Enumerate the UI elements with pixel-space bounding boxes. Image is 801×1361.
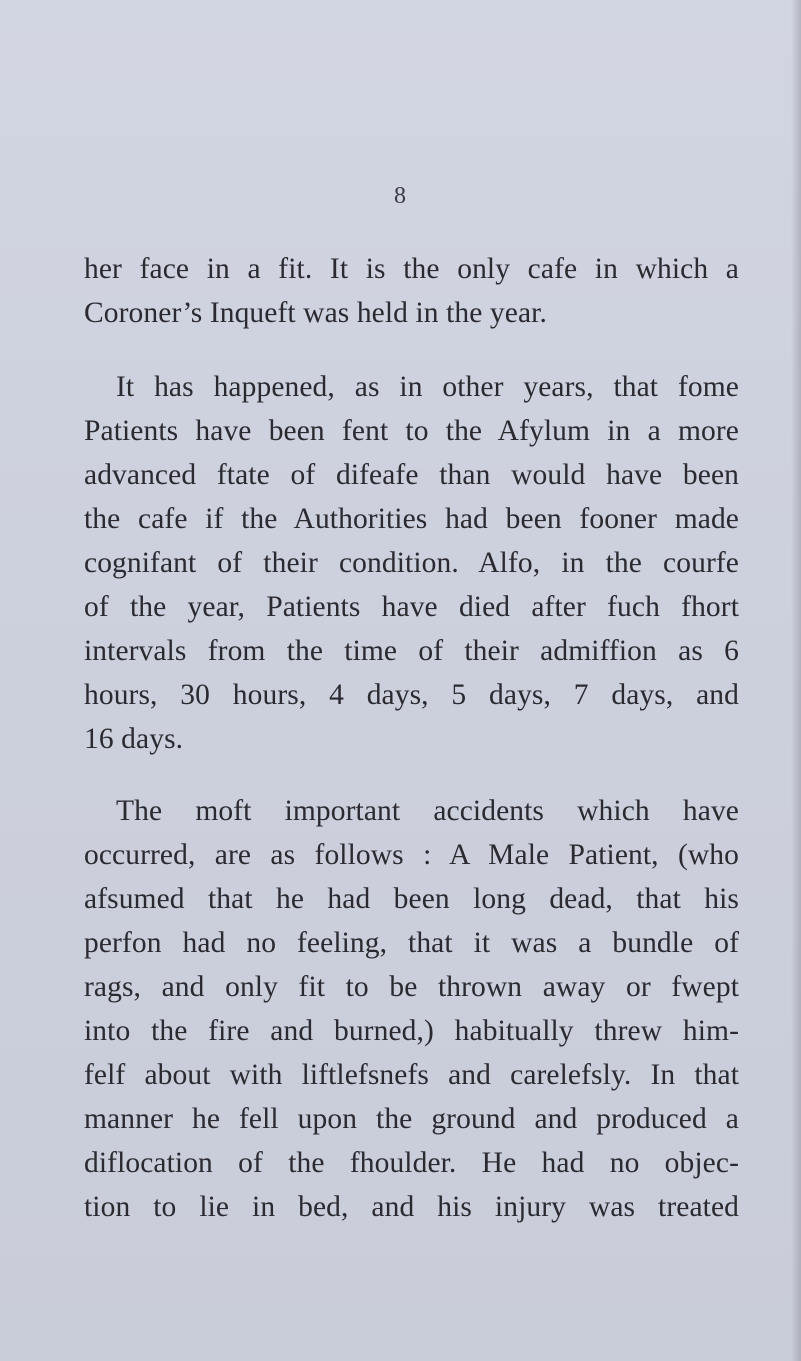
text-line: diflocation of the fhoulder. He had no objec-: [84, 1147, 739, 1179]
text-line: tion to lie in bed, and his injury was treated: [84, 1191, 739, 1223]
text-line: felf about with liftlefsnefs and carelefsly. In that: [84, 1059, 739, 1091]
text-line: 16 days.: [84, 723, 184, 755]
page-edge-shadow: [791, 0, 801, 1361]
text-line: the cafe if the Authorities had been fooner made: [84, 503, 739, 535]
text-line: advanced ftate of difeafe than would have been: [84, 459, 739, 491]
text-line: manner he fell upon the ground and produced a: [84, 1103, 739, 1135]
text-line: It has happened, as in other years, that fome: [116, 371, 739, 403]
text-line: rags, and only fit to be thrown away or fwept: [84, 971, 739, 1003]
text-line: Patients have been fent to the Afylum in a more: [84, 415, 739, 447]
text-line: of the year, Patients have died after fuch fhort: [84, 591, 739, 623]
paragraph-1: [84, 247, 739, 335]
text-line: hours, 30 hours, 4 days, 5 days, 7 days, and: [84, 679, 739, 711]
text-line: afsumed that he had been long dead, that his: [84, 883, 739, 915]
text-line: The moft important accidents which have: [116, 795, 739, 827]
text-line: occurred, are as follows : A Male Patient, (who: [84, 839, 739, 871]
page-number: 8: [394, 183, 406, 209]
text-line: intervals from the time of their admiffion as 6: [84, 635, 739, 667]
text-line: into the fire and burned,) habitually threw him-: [84, 1015, 739, 1047]
paragraph-3: [84, 789, 739, 1229]
text-line: Coroner’s Inqueft was held in the year.: [84, 297, 547, 329]
text-line: her face in a fit. It is the only cafe in which a: [84, 253, 739, 285]
text-line: cognifant of their condition. Alfo, in the courfe: [84, 547, 739, 579]
paragraph-2: [84, 365, 739, 761]
text-line: perfon had no feeling, that it was a bundle of: [84, 927, 739, 959]
